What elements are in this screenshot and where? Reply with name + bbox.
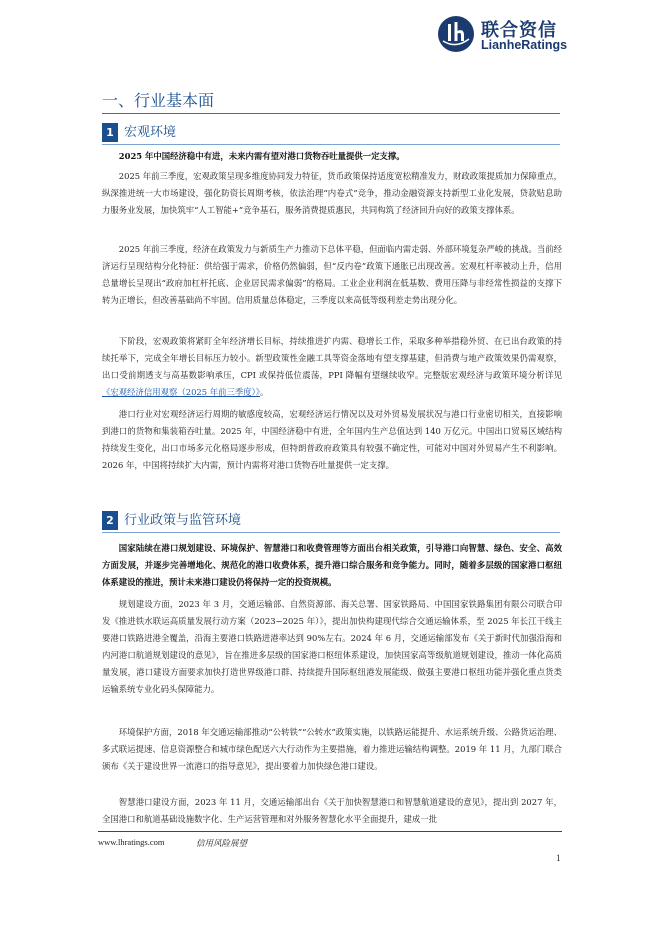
section-number: 2 bbox=[102, 511, 118, 530]
section-title: 行业政策与监管环境 bbox=[124, 513, 242, 528]
brand-name-cn: 联合资信 bbox=[481, 20, 557, 41]
macro-report-link[interactable]: 《宏观经济信用观察（2025 年前三季度）》 bbox=[102, 387, 260, 397]
body-paragraph: 智慧港口建设方面，2023 年 11 月，交通运输部出台《关于加快智慧港口和智慧航道建设的意见》，提出到 2027 年，全国港口和航道基础设施数字化、生产运营管理和对外服务智慧化水平全面提升，建成一批 bbox=[102, 797, 562, 824]
brand-name-en: LianheRatings bbox=[481, 38, 568, 52]
body-paragraph: 港口行业对宏观经济运行周期的敏感度较高，宏观经济运行情况以及对外贸易发展状况与港口行业密切相关，直接影响到港口的货物和集装箱吞吐量。2025 年，中国经济稳中有进，全年国内生产总值达到 140 万亿元。中国出口贸易区域结构持续发生变化，出口市场多元化格局逐步形成，但特朗普政府政策具有较强不确定性，可能对中国对外贸易产生不利影响。2026 年，中国将持续扩大内需，预计内需将对港口货物吞吐量提供一定支撑。 bbox=[102, 409, 562, 470]
section-number: 1 bbox=[102, 123, 118, 142]
footer-slogan: 信用风险展望 bbox=[196, 839, 248, 849]
footer-divider bbox=[98, 831, 562, 832]
section-header-macro bbox=[102, 123, 560, 142]
body-paragraph: 规划建设方面，2023 年 3 月，交通运输部、自然资源部、海关总署、国家铁路局、中国国家铁路集团有限公司联合印发《推进铁水联运高质量发展行动方案（2023−2025 年）》，提出加快构建现代综合交通运输体系，至 2025 年长江干线主要港口铁路进港全覆盖，沿海主要港口铁路进港率达到 90%左右。2024 年 6 月，交通运输部发布《关于新时代加强沿海和内河港口航道规划建设的意见》，旨在推进多层级的国家港口枢纽体系建设，加快国家高等级航道规划建设，推动一体化高质量发展，港口建设方面要求加快打造世界级港口群、持续提升国际枢纽港发展能级、做强主要港口枢纽功能并强化重点货类运输系统专业化码头保障能力。 bbox=[102, 599, 562, 694]
body-paragraph: 2025 年前三季度，经济在政策发力与新质生产力推动下总体平稳，但面临内需走弱、外部环境复杂严峻的挑战。当前经济运行呈现结构分化特征：供给强于需求，价格仍然偏弱，但“反内卷”政策下通胀已出现改善。宏观杠杆率被动上升，信用总量增长呈现出“政府加杠杆托底、企业居民需求偏弱”的格局。工业企业利润在低基数、费用压降与非经常性损益的支撑下转为正增长，但改善基础尚不牢固。信用质量总体稳定，三季度以来高低等级利差走势出现分化。 bbox=[102, 244, 562, 305]
chapter-title: 一、行业基本面 bbox=[102, 91, 215, 110]
body-paragraph bbox=[102, 333, 562, 401]
section-header-policy bbox=[102, 511, 560, 530]
section-lead: 2025 年中国经济稳中有进，未来内需有望对港口货物吞吐量提供一定支撑。 bbox=[118, 151, 405, 161]
brand-logo bbox=[437, 15, 587, 55]
section-lead: 国家陆续在港口规划建设、环境保护、智慧港口和收费管理等方面出台相关政策，引导港口向智慧、绿色、安全、高效方面发展，并逐步完善增地化、规范化的港口收费体系，提升港口综合服务和竞争能力。同时，随着多层级的国家港口枢纽体系建设的推进，预计未来港口建设仍将保持一定的投资规模。 bbox=[102, 543, 562, 587]
lianhe-logo-icon bbox=[437, 15, 475, 53]
footer-url-link[interactable]: www.lhratings.com bbox=[98, 837, 165, 847]
page-number: 1 bbox=[556, 853, 561, 863]
body-paragraph: 2025 年前三季度，宏观政策呈现多维度协同发力特征，货币政策保持适度宽松精准发力，财政政策提质加力保障重点，纵深推进统一大市场建设，强化防资长周期考核，依法治理“内卷式”竞争，推动金融资源支持新型工业化发展，贷款贴息助力服务业发展，加快筑牢“人工智能+”竞争基石，服务消费提质惠民，共同构筑了经济回升向好的政策支撑体系。 bbox=[102, 171, 562, 215]
link-suffix: 。 bbox=[259, 387, 269, 397]
body-paragraph-text: 下阶段，宏观政策将紧盯全年经济增长目标，持续推进扩内需、稳增长工作，采取多种举措稳外贸、在已出台政策的持续托举下，完成全年增长目标压力较小。新型政策性金融工具等资金落地有望支撑基建，但消费与地产政策效果仍需观察，出口受前期透支与高基数影响承压，CPI 或保持低位震荡，PPI 降幅有望继续收窄。完整版宏观经济与政策环境分析详见 bbox=[102, 336, 562, 380]
section-title: 宏观环境 bbox=[124, 125, 177, 140]
section-divider bbox=[102, 144, 560, 145]
body-paragraph: 环境保护方面，2018 年交通运输部推动“公转铁”“公转水”政策实施，以铁路运能提升、水运系统升级、公路货运治理、多式联运提速、信息资源整合和城市绿色配送六大行动作为主要措施，着力推进运输结构调整。2019 年 11 月，九部门联合颁布《关于建设世界一流港口的指导意见》，提出要着力加快绿色港口建设。 bbox=[102, 727, 562, 771]
chapter-divider bbox=[102, 113, 560, 114]
section-divider bbox=[102, 532, 560, 533]
